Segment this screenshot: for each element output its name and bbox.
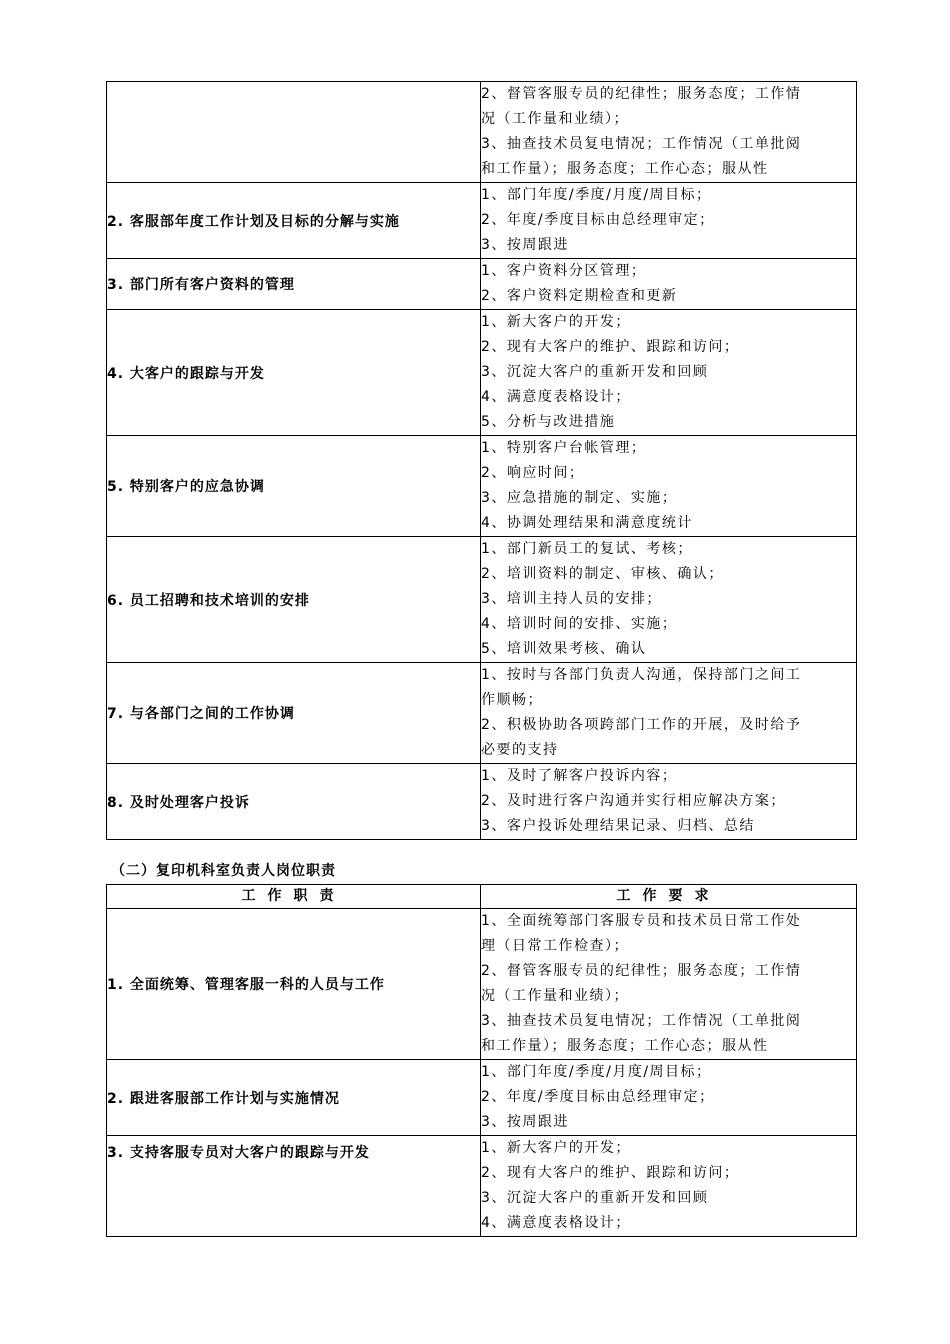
requirement-line: 2、培训资料的制定、审核、确认； xyxy=(481,566,724,582)
requirement-cell xyxy=(481,537,857,663)
requirement-line: 2、及时进行客户沟通并实行相应解决方案； xyxy=(481,793,786,809)
table-row xyxy=(107,82,857,183)
requirement-line: 和工作量）；服务态度；工作心态；服从性 xyxy=(481,1038,769,1054)
requirement-line: 理（日常工作检查）； xyxy=(481,938,629,954)
requirement-line: 3、沉淀大客户的重新开发和回顾 xyxy=(481,1190,709,1206)
requirement-line: 1、部门新员工的复试、考核； xyxy=(481,541,693,557)
requirement-line: 况（工作量和业绩）； xyxy=(481,111,629,127)
header-duty: 工作职责 xyxy=(107,885,481,909)
duty-cell: 1. 全面统筹、管理客服一科的人员与工作 xyxy=(107,909,481,1060)
requirement-line: 1、及时了解客户投诉内容； xyxy=(481,768,678,784)
requirement-line: 和工作量）；服务态度；工作心态；服从性 xyxy=(481,161,769,177)
requirement-cell xyxy=(481,183,857,259)
requirement-line: 4、满意度表格设计； xyxy=(481,1215,631,1231)
table-row xyxy=(107,764,857,840)
requirement-line: 3、按周跟进 xyxy=(481,237,569,253)
table-row xyxy=(107,310,857,436)
requirement-line: 3、抽查技术员复电情况；工作情况（工单批阅 xyxy=(481,136,802,152)
requirement-line: 3、沉淀大客户的重新开发和回顾 xyxy=(481,364,709,380)
requirement-line: 3、客户投诉处理结果记录、归档、总结 xyxy=(481,818,755,834)
requirement-line: 1、新大客户的开发； xyxy=(481,314,631,330)
table-row xyxy=(107,436,857,537)
duty-cell: 7. 与各部门之间的工作协调 xyxy=(107,663,481,764)
duty-cell: 5. 特别客户的应急协调 xyxy=(107,436,481,537)
requirement-line: 1、客户资料分区管理； xyxy=(481,263,647,279)
requirement-line: 2、督管客服专员的纪律性；服务态度；工作情 xyxy=(481,86,802,102)
table-header-row xyxy=(107,885,857,909)
duty-cell xyxy=(107,82,481,183)
duty-cell: 6. 员工招聘和技术培训的安排 xyxy=(107,537,481,663)
requirement-cell xyxy=(481,1136,857,1237)
requirement-line: 2、客户资料定期检查和更新 xyxy=(481,288,678,304)
requirement-line: 4、培训时间的安排、实施； xyxy=(481,616,678,632)
duty-cell: 3. 支持客服专员对大客户的跟踪与开发 xyxy=(107,1136,481,1237)
table-row xyxy=(107,909,857,1060)
responsibilities-table-1 xyxy=(106,81,857,840)
requirement-line: 3、抽查技术员复电情况；工作情况（工单批阅 xyxy=(481,1013,802,1029)
section-title: （二）复印机科室负责人岗位职责 xyxy=(111,863,336,879)
requirement-line: 2、督管客服专员的纪律性；服务态度；工作情 xyxy=(481,963,802,979)
requirement-line: 2、年度/季度目标由总经理审定； xyxy=(481,212,715,228)
header-requirements: 工作要求 xyxy=(481,885,857,909)
requirement-cell xyxy=(481,310,857,436)
requirement-line: 2、现有大客户的维护、跟踪和访问； xyxy=(481,1165,740,1181)
requirement-line: 4、协调处理结果和满意度统计 xyxy=(481,515,693,531)
requirement-line: 3、应急措施的制定、实施； xyxy=(481,490,678,506)
requirement-line: 1、部门年度/季度/月度/周目标； xyxy=(481,187,712,203)
requirement-line: 1、特别客户台帐管理； xyxy=(481,440,647,456)
requirement-cell xyxy=(481,436,857,537)
table-row xyxy=(107,1136,857,1237)
requirement-line: 1、按时与各部门负责人沟通，保持部门之间工 xyxy=(481,667,802,683)
requirement-line: 5、分析与改进措施 xyxy=(481,414,616,430)
requirement-line: 3、按周跟进 xyxy=(481,1114,569,1130)
responsibilities-table-2 xyxy=(106,884,857,1237)
requirement-line: 必要的支持 xyxy=(481,742,559,758)
requirement-line: 2、响应时间； xyxy=(481,465,585,481)
requirement-line: 2、积极协助各项跨部门工作的开展，及时给予 xyxy=(481,717,802,733)
requirement-cell xyxy=(481,1060,857,1136)
requirement-cell xyxy=(481,259,857,310)
requirement-line: 作顺畅； xyxy=(481,692,543,708)
duty-cell: 2. 客服部年度工作计划及目标的分解与实施 xyxy=(107,183,481,259)
duty-cell: 3. 部门所有客户资料的管理 xyxy=(107,259,481,310)
table-row xyxy=(107,259,857,310)
requirement-line: 1、部门年度/季度/月度/周目标； xyxy=(481,1064,712,1080)
table-row xyxy=(107,537,857,663)
requirement-cell xyxy=(481,82,857,183)
requirement-cell xyxy=(481,764,857,840)
requirement-line: 1、新大客户的开发； xyxy=(481,1140,631,1156)
requirement-line: 2、现有大客户的维护、跟踪和访问； xyxy=(481,339,740,355)
requirement-line: 4、满意度表格设计； xyxy=(481,389,631,405)
requirement-cell xyxy=(481,663,857,764)
table-row xyxy=(107,1060,857,1136)
duty-cell: 2. 跟进客服部工作计划与实施情况 xyxy=(107,1060,481,1136)
duty-cell: 4. 大客户的跟踪与开发 xyxy=(107,310,481,436)
requirement-line: 3、培训主持人员的安排； xyxy=(481,591,662,607)
duty-cell: 8. 及时处理客户投诉 xyxy=(107,764,481,840)
requirement-cell xyxy=(481,909,857,1060)
table-row xyxy=(107,183,857,259)
requirement-line: 2、年度/季度目标由总经理审定； xyxy=(481,1089,715,1105)
requirement-line: 5、培训效果考核、确认 xyxy=(481,641,647,657)
requirement-line: 1、全面统筹部门客服专员和技术员日常工作处 xyxy=(481,913,802,929)
table-row xyxy=(107,663,857,764)
requirement-line: 况（工作量和业绩）； xyxy=(481,988,629,1004)
